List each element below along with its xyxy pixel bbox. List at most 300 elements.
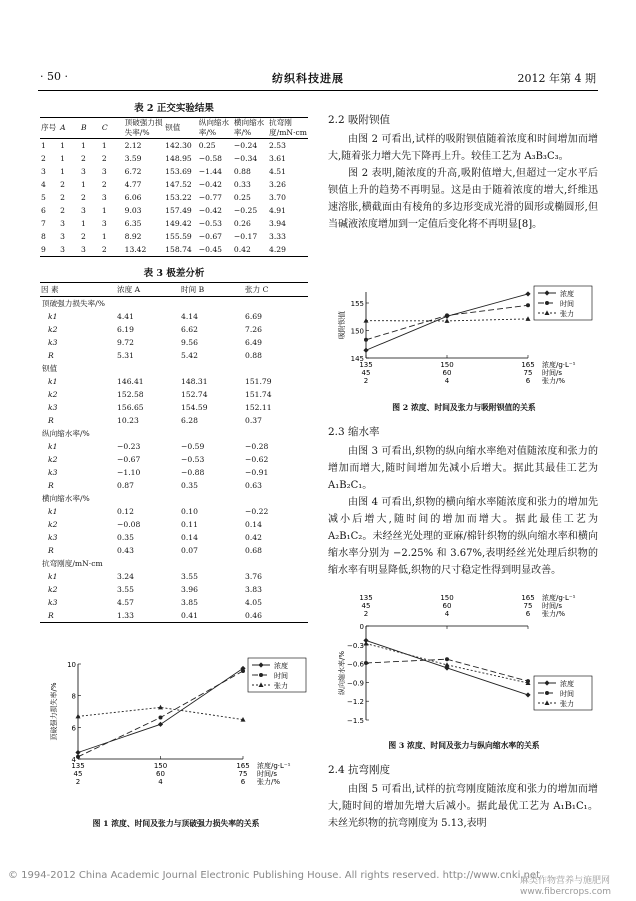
table3-cell: 6.49 bbox=[245, 338, 262, 347]
table3-cell: 151.74 bbox=[245, 390, 272, 399]
table2-cell: 153.22 bbox=[165, 193, 192, 202]
figure2-chart bbox=[328, 284, 600, 392]
x-axis-label: 浓度/g·L⁻¹ bbox=[542, 594, 576, 602]
data-point bbox=[76, 755, 80, 759]
table3-cell: 0.11 bbox=[181, 520, 198, 529]
table2-cell: 1 bbox=[81, 180, 86, 189]
table2-cell: 3.94 bbox=[269, 219, 286, 228]
table3-header-cell: 因 素 bbox=[40, 283, 116, 297]
table2-cell: 5 bbox=[41, 193, 46, 202]
table2-cell: −0.17 bbox=[233, 232, 258, 241]
figure2-caption: 图 2 浓度、时间及张力与吸附钡值的关系 bbox=[392, 403, 536, 412]
table-row bbox=[40, 583, 308, 596]
table3-cell: 4.41 bbox=[117, 312, 134, 321]
table-row bbox=[40, 518, 308, 531]
table2-cell: 1 bbox=[101, 141, 107, 150]
table2-cell: 4.77 bbox=[124, 180, 142, 189]
table3-header-cell: 浓度 A bbox=[116, 283, 180, 297]
table2-cell: 1 bbox=[101, 232, 107, 241]
table3-cell: 4.14 bbox=[181, 312, 198, 321]
table2-header-cell: B bbox=[80, 118, 101, 139]
table2-cell: −0.58 bbox=[198, 154, 223, 163]
table3-cell: R bbox=[40, 609, 116, 623]
table-row bbox=[40, 323, 308, 336]
y-tick-label: −1.2 bbox=[347, 698, 364, 707]
table2-cell: 149.42 bbox=[165, 219, 192, 228]
page-header bbox=[40, 66, 596, 88]
table3-cell: −1.10 bbox=[117, 468, 141, 477]
table-row bbox=[40, 217, 308, 230]
table3-cell: 9.56 bbox=[181, 338, 198, 347]
watermark bbox=[520, 876, 611, 898]
table3-cell: −0.59 bbox=[181, 442, 205, 451]
table2-cell: 1 bbox=[101, 206, 107, 215]
table3-cell: −0.53 bbox=[181, 455, 205, 464]
table3-cell: k2 bbox=[48, 325, 58, 334]
table-row bbox=[40, 310, 308, 323]
table3-cell: 6.69 bbox=[245, 312, 262, 321]
table2-cell: 2.12 bbox=[124, 141, 142, 150]
y-tick-label: 145 bbox=[350, 355, 364, 363]
table2-cell: 1 bbox=[81, 219, 86, 228]
table-row bbox=[40, 479, 308, 492]
table3-cell: k1 bbox=[48, 572, 58, 581]
table3-cell: 6.28 bbox=[181, 416, 198, 425]
x-tick-label: 2 bbox=[75, 778, 81, 786]
table3-cell: k1 bbox=[48, 507, 58, 516]
table3-cell: k3 bbox=[48, 533, 58, 542]
table-row bbox=[40, 191, 308, 204]
table2-cell: −0.45 bbox=[198, 243, 233, 257]
table3-group-row bbox=[40, 362, 308, 375]
table-row bbox=[40, 336, 308, 349]
table3-cell: 156.65 bbox=[117, 403, 144, 412]
table2-cell: 2.53 bbox=[269, 141, 286, 150]
left-column bbox=[40, 100, 308, 623]
table-row bbox=[40, 388, 308, 401]
x-tick-label: 150 bbox=[440, 361, 454, 369]
table3-cell: −0.28 bbox=[245, 442, 269, 451]
x-tick-label: 75 bbox=[523, 369, 533, 377]
table-row bbox=[40, 349, 308, 362]
table3-caption: 表 3 极差分析 bbox=[143, 268, 205, 279]
table-row bbox=[40, 401, 308, 414]
table3-cell: 6.19 bbox=[117, 325, 134, 334]
table3-header-row bbox=[40, 283, 308, 297]
table-row bbox=[40, 609, 308, 623]
table2-cell: −1.44 bbox=[198, 167, 223, 176]
table-row bbox=[40, 204, 308, 217]
table3-cell: R bbox=[48, 351, 54, 360]
table2-cell: 2 bbox=[81, 193, 86, 202]
table3-group-label: 顶破强力损失率/% bbox=[42, 299, 105, 308]
table2-cell: 147.52 bbox=[165, 180, 192, 189]
table2-cell: 0.88 bbox=[233, 167, 251, 176]
table3-group-label: 抗弯刚度/mN·cm bbox=[42, 559, 103, 568]
table3-cell: 0.46 bbox=[244, 609, 308, 623]
table3-header-cell: 时间 B bbox=[180, 283, 244, 297]
table2-cell: 2 bbox=[81, 232, 86, 241]
table2-cell: 0.33 bbox=[233, 180, 251, 189]
table3-header-cell: 张力 C bbox=[244, 283, 308, 297]
table2-cell: 3.26 bbox=[269, 180, 286, 189]
table3-cell: 0.63 bbox=[245, 481, 262, 490]
table2-cell: 0.42 bbox=[233, 243, 268, 257]
table3-cell: R bbox=[48, 416, 54, 425]
legend-label: 时间 bbox=[560, 300, 574, 308]
table2-cell: 155.59 bbox=[165, 232, 192, 241]
x-axis-label: 浓度/g·L⁻¹ bbox=[257, 762, 291, 770]
table-row bbox=[40, 505, 308, 518]
x-tick-label: 2 bbox=[363, 610, 369, 618]
paragraph-4: 由图 4 可看出,织物的横向缩水率随浓度和张力的增加先减小后增大,随时间的增加而增大。据此最佳工艺为 A₂B₁C₂。未经丝光处理的亚麻/棉针织物的纵向缩水率和横向缩水率分别为 −2.25% 和 3.67%,表明经丝光处理后织物的缩水率有明显降低,织物的尺寸稳定性得到明显改善。 bbox=[328, 497, 598, 576]
table3-cell: k1 bbox=[48, 377, 58, 386]
table3-cell: 4.05 bbox=[245, 598, 262, 607]
header-rule bbox=[38, 90, 598, 91]
table2-cell: −0.25 bbox=[233, 206, 258, 215]
legend-label: 时间 bbox=[560, 690, 574, 698]
table-row bbox=[40, 230, 308, 243]
table2-header-cell: 序号 bbox=[40, 118, 59, 139]
legend-label: 浓度 bbox=[560, 680, 574, 688]
table2-cell: 0.26 bbox=[233, 219, 251, 228]
x-axis-label: 张力/% bbox=[542, 377, 566, 385]
table2-header-cell: A bbox=[59, 118, 80, 139]
table3-cell: −0.08 bbox=[117, 520, 141, 529]
table2-cell: 6.35 bbox=[124, 219, 142, 228]
x-axis-label: 时间/s bbox=[542, 602, 563, 610]
table3-group-row bbox=[40, 427, 308, 440]
table2-cell: 3.59 bbox=[124, 154, 142, 163]
table2-cell: 0.25 bbox=[198, 141, 216, 150]
table3-cell: 6.62 bbox=[181, 325, 198, 334]
table2-cell: 148.95 bbox=[165, 154, 192, 163]
table-row bbox=[40, 139, 308, 153]
table2-cell: 9.03 bbox=[124, 206, 142, 215]
table2-cell: 2 bbox=[60, 180, 66, 189]
table3-cell: 0.12 bbox=[117, 507, 134, 516]
table2-header-cell: 顶破强力损失率/% bbox=[124, 118, 163, 137]
table3-cell: 0.37 bbox=[245, 416, 262, 425]
data-point bbox=[526, 303, 530, 307]
table2-cell: 3.61 bbox=[269, 154, 286, 163]
table3-cell: k2 bbox=[48, 455, 58, 464]
table3-cell: 0.35 bbox=[181, 481, 198, 490]
table2-cell: 9 bbox=[40, 243, 59, 257]
table3-cell: 0.35 bbox=[117, 533, 134, 542]
table2-cell: 4.91 bbox=[269, 206, 286, 215]
y-tick-label: 4 bbox=[71, 756, 76, 764]
table3-cell: k3 bbox=[48, 403, 58, 412]
table2-header-row bbox=[40, 118, 308, 139]
table2-cell: 3 bbox=[80, 243, 101, 257]
legend-label: 张力 bbox=[560, 310, 574, 318]
right-column-top bbox=[328, 106, 598, 233]
table3-cell: 148.31 bbox=[181, 377, 208, 386]
table2-cell: 3 bbox=[101, 167, 107, 176]
paragraph-2: 图 2 表明,随浓度的升高,吸附值增大,但超过一定水平后钡值上升的趋势不再明显。这是由于随着浓度的增大,纤维迅速溶胀,横截面由有棱角的多边形变成光滑的圆形或椭圆形,但当碱液浓度增加到一定值后变化将不再明显[8]。 bbox=[328, 168, 598, 230]
x-axis-label: 张力/% bbox=[542, 610, 566, 618]
table-row bbox=[40, 544, 308, 557]
table3-cell: 7.26 bbox=[245, 325, 262, 334]
table3-cell: 3.55 bbox=[117, 585, 134, 594]
data-point bbox=[445, 313, 449, 317]
table3-cell: k2 bbox=[48, 390, 58, 399]
y-axis-label: 顶破强力损失率/% bbox=[50, 682, 58, 741]
legend-marker bbox=[545, 301, 549, 305]
y-tick-label: 0 bbox=[359, 623, 364, 631]
table-row bbox=[40, 243, 308, 257]
x-tick-label: 135 bbox=[359, 361, 373, 369]
table2-cell: 2 bbox=[60, 193, 66, 202]
x-tick-label: 6 bbox=[525, 610, 531, 618]
table3-cell: 146.41 bbox=[117, 377, 144, 386]
x-tick-label: 45 bbox=[73, 770, 83, 778]
x-tick-label: 60 bbox=[156, 770, 165, 778]
data-point bbox=[525, 291, 530, 296]
x-tick-label: 165 bbox=[521, 594, 535, 602]
table3-cell: 3.85 bbox=[181, 598, 198, 607]
table3-cell: 3.83 bbox=[245, 585, 262, 594]
table3-cell: k1 bbox=[48, 312, 58, 321]
right-column-bottom bbox=[328, 756, 598, 832]
x-axis-label: 张力/% bbox=[257, 778, 281, 786]
table2-cell: 142.30 bbox=[165, 141, 192, 150]
data-point bbox=[241, 669, 245, 673]
x-tick-label: 2 bbox=[363, 377, 369, 385]
table2-cell: 3 bbox=[59, 243, 80, 257]
table3-cell: 152.74 bbox=[181, 390, 208, 399]
x-tick-label: 45 bbox=[361, 602, 371, 610]
figure3-chart bbox=[328, 594, 600, 730]
table2-cell: −0.42 bbox=[198, 206, 223, 215]
table3-cell: 5.31 bbox=[117, 351, 134, 360]
table2-cell: 4.29 bbox=[268, 243, 308, 257]
table-row bbox=[40, 531, 308, 544]
table2-cell: 157.49 bbox=[165, 206, 192, 215]
legend-marker bbox=[545, 691, 549, 695]
x-tick-label: 4 bbox=[444, 377, 450, 385]
section-2-3-title: 2.3 缩水率 bbox=[328, 426, 380, 438]
data-point bbox=[363, 348, 368, 353]
table3-cell: k2 bbox=[48, 520, 58, 529]
x-tick-label: 135 bbox=[71, 762, 85, 770]
table3-cell: −0.67 bbox=[117, 455, 141, 464]
table-row bbox=[40, 152, 308, 165]
y-tick-label: −1.5 bbox=[347, 717, 364, 725]
x-tick-label: 4 bbox=[444, 610, 450, 618]
data-point bbox=[158, 722, 163, 727]
data-point bbox=[75, 750, 80, 755]
table2-cell: 7 bbox=[41, 219, 46, 228]
x-tick-label: 45 bbox=[361, 369, 371, 377]
table2-cell: 3 bbox=[60, 232, 66, 241]
table2-cell: 2 bbox=[101, 154, 107, 163]
table3-cell: 0.41 bbox=[180, 609, 244, 623]
table2-cell: −0.24 bbox=[233, 141, 258, 150]
x-axis-label: 浓度/g·L⁻¹ bbox=[542, 361, 576, 369]
data-point bbox=[158, 705, 163, 710]
y-tick-label: 10 bbox=[67, 661, 76, 669]
data-point bbox=[445, 657, 449, 661]
table2-cell: 1 bbox=[81, 141, 86, 150]
table3-group-label: 钡值 bbox=[42, 364, 58, 373]
paragraph-5: 由图 5 可看出,试样的抗弯刚度随浓度和张力的增加而增大,随时间的增加先增大后减小。据此最优工艺为 A₁B₁C₁。未丝光织物的抗弯刚度为 5.13,表明 bbox=[328, 784, 598, 829]
watermark-line1: 麻类作物营养与施肥网 bbox=[520, 876, 611, 886]
figure1-chart bbox=[40, 654, 312, 809]
table-row bbox=[40, 414, 308, 427]
table3-cell: −0.62 bbox=[245, 455, 269, 464]
table2-cell: 2 bbox=[101, 180, 107, 189]
y-tick-label: −0.3 bbox=[347, 641, 364, 650]
table-row bbox=[40, 178, 308, 191]
table2-header-cell: 横向缩水率/% bbox=[233, 118, 268, 139]
table2-cell: 3.70 bbox=[269, 193, 286, 202]
table3-cell: 10.23 bbox=[117, 416, 139, 425]
table3-cell: 0.14 bbox=[245, 520, 262, 529]
x-tick-label: 75 bbox=[238, 770, 248, 778]
table3-cell: −0.23 bbox=[117, 442, 141, 451]
table2-cell: −0.67 bbox=[198, 232, 223, 241]
table2-header-cell: 纵向缩水率/% bbox=[198, 118, 233, 139]
x-tick-label: 4 bbox=[158, 778, 163, 786]
table2-cell: 3.33 bbox=[269, 232, 286, 241]
legend-marker bbox=[259, 673, 263, 677]
table2-cell: 8 bbox=[41, 232, 46, 241]
table3-cell: 0.14 bbox=[181, 533, 198, 542]
table2-cell: 2 bbox=[101, 243, 124, 257]
y-axis-label: 纵向缩水率/% bbox=[338, 650, 346, 696]
table2-cell: 1 bbox=[60, 154, 66, 163]
copyright-footer: © 1994-2012 China Academic Journal Electronic Publishing House. All rights reserved. http://www.cnki.net bbox=[8, 870, 540, 881]
data-point bbox=[364, 338, 368, 342]
table2-cell: 3 bbox=[101, 193, 107, 202]
figure3-caption: 图 3 浓度、时间及张力与纵向缩水率的关系 bbox=[388, 741, 540, 750]
x-tick-label: 150 bbox=[153, 762, 168, 770]
table2 bbox=[40, 117, 308, 257]
table2-header-cell: 抗弯刚度/mN·cm bbox=[269, 118, 307, 137]
table2-cell: 8.92 bbox=[124, 232, 142, 241]
data-point bbox=[364, 661, 368, 665]
table-row bbox=[40, 375, 308, 388]
figure1-caption: 图 1 浓度、时间及张力与顶破强力损失率的关系 bbox=[92, 819, 260, 828]
table3-cell: 0.42 bbox=[245, 533, 262, 542]
table2-cell: −0.53 bbox=[198, 219, 223, 228]
paragraph-1: 由图 2 可看出,试样的吸附钡值随着浓度和时间增加而增大,随着张力增大先下降再上升。较佳工艺为 A₃B₃C₃。 bbox=[328, 134, 598, 162]
table2-cell: −0.34 bbox=[233, 154, 258, 163]
table3-cell: 0.07 bbox=[181, 546, 198, 555]
table-row bbox=[40, 440, 308, 453]
table2-cell: 4.51 bbox=[269, 167, 286, 176]
table-row bbox=[40, 165, 308, 178]
table2-cell: 3 bbox=[60, 219, 66, 228]
data-point bbox=[159, 716, 163, 720]
legend-label: 时间 bbox=[274, 672, 288, 680]
table3-cell: R bbox=[48, 546, 54, 555]
table3-cell: k2 bbox=[48, 585, 58, 594]
x-tick-label: 135 bbox=[359, 594, 373, 602]
y-tick-label: 8 bbox=[71, 692, 76, 701]
y-tick-label: 150 bbox=[350, 327, 364, 336]
table3-cell: 3.96 bbox=[181, 585, 198, 594]
table3-cell: 5.42 bbox=[181, 351, 198, 360]
right-column-middle bbox=[328, 418, 598, 579]
x-tick-label: 6 bbox=[525, 377, 531, 385]
table3-group-label: 横向缩水率/% bbox=[42, 494, 90, 503]
y-tick-label: −0.6 bbox=[347, 660, 364, 669]
table2-cell: 3 bbox=[41, 167, 46, 176]
table-row bbox=[40, 466, 308, 479]
section-2-4-title: 2.4 抗弯刚度 bbox=[328, 764, 391, 776]
table3-cell: 3.55 bbox=[181, 572, 198, 581]
table2-cell: −0.42 bbox=[198, 180, 223, 189]
table3-cell: 152.58 bbox=[117, 390, 144, 399]
data-point bbox=[525, 692, 530, 697]
table3-cell: 9.72 bbox=[117, 338, 134, 347]
table2-cell: 1 bbox=[41, 141, 46, 150]
table3-cell: k1 bbox=[48, 442, 58, 451]
table3-cell: 0.68 bbox=[245, 546, 262, 555]
table-row bbox=[40, 570, 308, 583]
table2-cell: 153.69 bbox=[165, 167, 192, 176]
table2-cell: 13.42 bbox=[124, 243, 165, 257]
table2-cell: 158.74 bbox=[164, 243, 198, 257]
table3-group-row bbox=[40, 297, 308, 311]
paragraph-3: 由图 3 可看出,织物的纵向缩水率绝对值随浓度和张力的增加而增大,随时间增加先减小后增大。据此其最佳工艺为 A₁B₂C₁。 bbox=[328, 446, 598, 491]
legend-label: 张力 bbox=[274, 682, 288, 690]
table3-cell: −0.22 bbox=[245, 507, 269, 516]
table2-cell: 2 bbox=[60, 206, 66, 215]
x-tick-label: 165 bbox=[521, 361, 535, 369]
table2-cell: −0.77 bbox=[198, 193, 223, 202]
table2-caption: 表 2 正交实验结果 bbox=[134, 103, 214, 114]
table3-cell: 3.76 bbox=[245, 572, 262, 581]
x-tick-label: 165 bbox=[236, 762, 250, 770]
table2-cell: 2 bbox=[41, 154, 46, 163]
table3-group-row bbox=[40, 557, 308, 570]
x-tick-label: 150 bbox=[440, 594, 454, 602]
table2-cell: 2 bbox=[81, 154, 86, 163]
table-row bbox=[40, 453, 308, 466]
x-axis-label: 时间/s bbox=[542, 369, 563, 377]
y-tick-label: 155 bbox=[350, 300, 364, 308]
issue-label: 2012 年第 4 期 bbox=[517, 72, 596, 85]
table3-cell: k3 bbox=[48, 338, 58, 347]
table3-cell: 154.59 bbox=[181, 403, 208, 412]
table3-cell: 4.57 bbox=[117, 598, 134, 607]
watermark-line2: www.fibercrops.com bbox=[520, 887, 611, 897]
x-tick-label: 60 bbox=[442, 369, 452, 377]
table2-header-cell: 钡值 bbox=[164, 118, 198, 139]
table2-cell: 1 bbox=[60, 141, 66, 150]
table3-cell: 151.79 bbox=[245, 377, 272, 386]
table3-cell: 0.10 bbox=[181, 507, 198, 516]
data-point bbox=[364, 641, 369, 646]
table3-cell: 3.24 bbox=[117, 572, 134, 581]
legend-label: 浓度 bbox=[560, 290, 574, 298]
y-tick-label: −0.9 bbox=[347, 679, 364, 688]
table2-cell: 6 bbox=[41, 206, 46, 215]
table-row bbox=[40, 596, 308, 609]
table3-cell: R bbox=[48, 481, 54, 490]
series-line bbox=[78, 668, 243, 752]
table2-cell: 6.72 bbox=[124, 167, 142, 176]
table2-cell: 6.06 bbox=[124, 193, 142, 202]
legend-label: 张力 bbox=[560, 700, 574, 708]
x-tick-label: 75 bbox=[523, 602, 533, 610]
table3-cell: 1.33 bbox=[116, 609, 180, 623]
table3-cell: 0.88 bbox=[245, 351, 262, 360]
